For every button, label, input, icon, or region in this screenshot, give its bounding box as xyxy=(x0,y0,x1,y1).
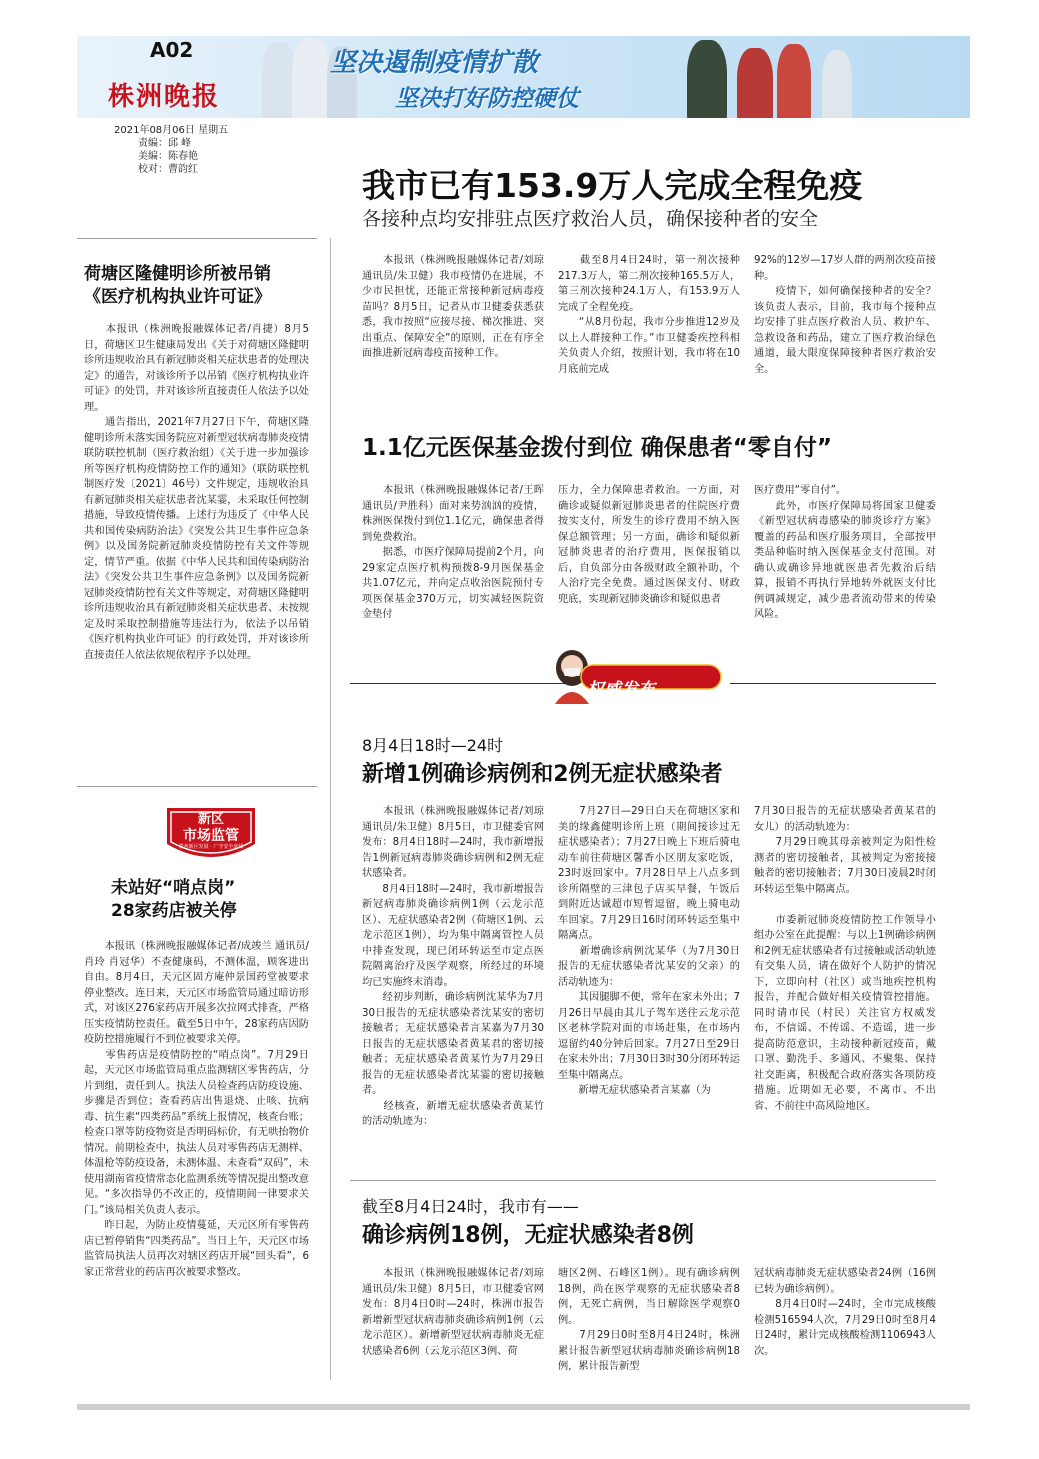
medical-worker-figure xyxy=(262,42,296,118)
story3-col1: 本报讯（株洲晚报融媒体记者/刘琼 通讯员/朱卫健）8月5日，市卫健委官网发布：8月4日18时—24时，我市新增报告1例新冠病毒肺炎确诊病例和2例无症状感染者。 8月4日18时—24时，我市新增报告新冠病毒肺炎确诊病例1例（云龙示范区）、无症状感染者2例（荷塘区1例、云龙示范区1例），均为集中隔离管控人员中排查发现，现已闭环转运至市定点医院隔离治疗及医学观察，所经过的环境均已实施终末消毒。 经初步判断，确诊病例沈某华为7月30日报告的无症状感染者沈某安的密切接触者；无症状感染者言某嘉为7月30日报告的无症状感染者黄某君的密切接触者；无症状感染者黄某竹为7月29日报告的无症状感染者沈某霎的密切接触者。 经核查，新增无症状感染者黄某竹的活动轨迹为： xyxy=(362,806,544,1127)
story2-col3: 医疗费用“零自付”。 此外，市医疗保障局将国家卫健委《新型冠状病毒感染的肺炎诊疗方案》覆盖的药品和医疗服务项目，全部按甲类品种临时纳入医保基金支付范围。对确认或确诊异地就医患者先救治后结算，报销不再执行异地转外就医支付比例调减规定，减少患者流动带来的传染风险。 xyxy=(754,485,936,620)
divider xyxy=(77,786,317,787)
slogan-line-1: 坚决遏制疫情扩散 xyxy=(330,48,539,78)
story4-col1: 本报讯（株洲晚报融媒体记者/刘琼 通讯员/朱卫健）8月5日，市卫健委官网发布：8月4日0时—24时，株洲市报告新增新型冠状病毒肺炎确诊病例1例（云龙示范区）。新增新型冠状病毒肺炎无症状感染者6例（云龙示范区3例、荷 xyxy=(362,1268,548,1357)
divider xyxy=(730,683,936,684)
proofreader-credit: 校对：曹韵红 xyxy=(138,164,198,175)
sidebar-story1-title-line2: 《医疗机构执业许可证》 xyxy=(84,287,271,307)
slogan-line-2: 坚决打好防控硬仗 xyxy=(395,86,579,112)
editor-credit: 责编：邱 峰 xyxy=(138,138,192,149)
story4-kicker: 截至8月4日24时，我市有—— xyxy=(362,1197,579,1216)
story3-headline: 新增1例确诊病例和2例无症状感染者 xyxy=(362,762,723,787)
police-figure xyxy=(687,40,727,118)
divider xyxy=(77,238,317,239)
badge-line1: 新区 xyxy=(197,812,224,827)
story4-col2: 塘区2例、石峰区1例）。现有确诊病例18例，尚在医学观察的无症状感染者8例，无死亡病例，当日解除医学观察0例。 7月29日0时至8月4日24时，株洲累计报告新型冠状病毒肺炎确诊病例18例，累计报告新型 xyxy=(558,1268,740,1372)
lead-headline: 我市已有153.9万人完成全程免疫 xyxy=(362,166,863,205)
column-divider xyxy=(330,238,331,1380)
sidebar-story1-title-line1: 荷塘区隆健明诊所被吊销 xyxy=(84,264,271,284)
badge-slogan: 服务新区发展 · 广守安全底线 xyxy=(178,844,244,850)
page-number: A02 xyxy=(150,38,194,62)
paper-logo: 株洲晚报 xyxy=(108,82,221,112)
designer-credit: 美编：陈春艳 xyxy=(138,151,198,162)
medical-worker-figure xyxy=(822,50,852,118)
sidebar-story2-title-line2: 28家药店被关停 xyxy=(111,901,237,921)
section-tag-label: 权威发布 xyxy=(587,680,655,700)
volunteer-figure xyxy=(737,48,773,118)
dateline xyxy=(114,124,228,176)
divider xyxy=(350,683,570,684)
lead-story-col3: 92%的12岁—17岁人群的两剂次疫苗接种。 疫情下，如何确保接种者的安全？该负责人表示，目前，我市每个接种点均安排了驻点医疗救治人员、救护车、急救设备和药品，建立了医疗救治绿色通道，最大限度保障接种者医疗救治安全。 xyxy=(754,255,936,375)
footer-bar xyxy=(77,1404,970,1410)
story2-col1: 本报讯（株洲晚报融媒体记者/王晖 通讯员/尹胜科）面对来势汹汹的疫情，株洲医保拨付到位1.1亿元，确保患者得到免费救治。 据悉，市医疗保障局提前2个月，向29家定点医疗机构预拨8-9月医保基金共1.07亿元，并向定点收治医院预付专项医保基金370万元，切实减轻医院资金垫付 xyxy=(362,485,544,620)
story4-headline: 确诊病例18例，无症状感染者8例 xyxy=(362,1223,694,1248)
sidebar-story2-title xyxy=(111,877,237,923)
lead-story-col2: 截至8月4日24时，第一剂次接种217.3万人，第二剂次接种165.5万人，第三剂次接种24.1万人，有153.9万人完成了全程免疫。 “从8月份起，我市分步推进12岁及以上人群接种工作。”市卫健委疾控科相关负责人介绍，按照计划，我市将在10月底前完成 xyxy=(558,255,740,375)
story2-headline: 1.1亿元医保基金拨付到位 确保患者“零自付” xyxy=(362,435,832,461)
lead-story-col1: 本报讯（株洲晚报融媒体记者/刘琼 通讯员/朱卫健）我市疫情仍在进展，不少市民担忧，还能正常接种新冠病毒疫苗吗？8月5日，记者从市卫健委获悉获悉，我市按照“应接尽接、梯次推进、突出重点、保障安全”的原则，正在有序全面推进新冠病毒疫苗接种工作。 xyxy=(362,255,548,359)
issue-date: 2021年08月06日 星期五 xyxy=(114,125,229,136)
sidebar-story2-body: 本报讯（株洲晚报融媒体记者/成竣兰 通讯员/肖玲 肖冠华）不查健康码，不测体温，顾客进出自由。8月4日，天元区固方庵仲景国药堂被要求停业整改。连日来，天元区市场监管局通过暗访形式，对该区276家药店开展多次拉网式排查，严格压实疫情防控责任。截至5日中午，28家药店因防疫防控措施履行不到位被要求关停。 零售药店是疫情防控的“哨点岗”。7月29日起，天元区市场监管局重点监测辖区零售药店，分片到组，责任到人。执法人员检查药店防疫设施、步骤是否到位；查看药店出售退烧、止咳、抗病毒、抗生素“四类药品”系统上报情况，核查台账；检查口罩等防疫物资是否明码标价，有无哄抬物价情况。前期检查中，执法人员对零售药店无测样、体温枪等防疫设备，未测体温、未查看“双码”，未使用湖南省疫情常态化监测系统等情况提出整改意见。“多次指导仍不改正的，疫情期间一律要求关门。”该局相关负责人表示。 昨日起，为防止疫情蔓延，天元区所有零售药店已暂停销售“四类药品”。当日上午，天元区市场监管局执法人员再次对辖区药店开展“回头看”，6家正常营业的药店再次被要求整改。 xyxy=(84,941,309,1278)
story3-col2: 7月27日—29日白天在荷塘区家和美的缘鑫健明诊所上班（期间接诊过无症状感染者）；7月27日晚上下班后骑电动车前往荷塘区馨香小区朋友家吃饭，23时返回家中。7月28日早上八点多到诊所隔壁的三津包子店买早餐，午饭后到附近达诚超市短暂逗留，晚上骑电动车回家。7月29日16时闭环转运至集中隔离点。 新增确诊病例沈某华（为7月30日报告的无症状感染者沈某安的父亲）的活动轨迹为： 其因腿脚不便，常年在家未外出；7月26日早晨由其儿子驾车送往云龙示范区老林学院对面的市场赶集，在市场内逗留约40分钟后回家。7月27日至29日在家未外出；7月30日3时30分闭环转运至集中隔离点。 新增无症状感染者言某嘉（为 xyxy=(558,806,740,1096)
lead-subheadline: 各接种点均安排驻点医疗救治人员，确保接种者的安全 xyxy=(362,208,819,230)
market-supervision-badge xyxy=(163,804,259,866)
volunteer-figure xyxy=(777,44,811,118)
sidebar-story1-body: 本报讯（株洲晚报融媒体记者/肖捷）8月5日，荷塘区卫生健康局发出《关于对荷塘区隆健明诊所违规收治具有新冠肺炎相关症状患者的处理决定》的通告，对该诊所予以吊销《医疗机构执业许可证》的处罚，并对该诊所直接责任人依法予以处理。 通告指出，2021年7月27日下午，荷塘区隆健明诊所未落实国务院应对新型冠状病毒肺炎疫情联防联控机制（医疗救治组）《关于进一步加强诊所等医疗机构疫情防控工作的通知》（联防联控机制医疗发〔2021〕46号）文件规定，违规收治具有新冠肺炎相关症状患者沈某霎，未采取任何控制措施，导致疫情传播。上述行为违反了《中华人民共和国传染病防治法》《突发公共卫生事件应急条例》以及国务院新冠肺炎疫情防控有关文件等规定，情节严重。依据《中华人民共和国传染病防治法》《突发公共卫生事件应急条例》以及国务院新冠肺炎疫情防控有关文件等规定，对荷塘区隆健明诊所违规收治具有新冠肺炎相关症状患者、未按规定及时采取控制措施等违法行为，依法予以吊销《医疗机构执业许可证》的行政处罚，并对该诊所直接责任人依法依规依程序予以处理。 xyxy=(84,324,309,661)
medical-worker-figure xyxy=(292,38,330,118)
story4-col3: 冠状病毒肺炎无症状感染者24例（16例已转为确诊病例）。 8月4日0时—24时，全市完成核酸检测516594人次，7月29日0时至8月4日24时，累计完成核酸检测1106943人次。 xyxy=(754,1268,936,1357)
badge-line2: 市场监管 xyxy=(183,828,239,844)
divider xyxy=(350,1180,936,1181)
story2-col2: 压力，全力保障患者救治。一方面，对确诊或疑似新冠肺炎患者的住院医疗费按实支付，所发生的诊疗费用不纳入医保总额管理；另一方面，确诊和疑似新冠肺炎患者的治疗费用，医保报销以后，自负部分由各级财政全额补助，个人治疗完全免费。通过医保支付、财政兜底，实现新冠肺炎确诊和疑似患者 xyxy=(558,485,740,605)
sidebar-story2-title-line1: 未站好“哨点岗” xyxy=(111,878,236,898)
sidebar-story1-title xyxy=(84,263,271,309)
story3-kicker: 8月4日18时—24时 xyxy=(362,736,504,755)
story3-col3: 7月30日报告的无症状感染者黄某君的女儿）的活动轨迹为： 7月29日晚其母亲被判定为阳性检测者的密切接触者，其被判定为密接接触者的密切接触者；7月30日凌晨2时闭环转运至集中隔离点。 市委新冠肺炎疫情防控工作领导小组办公室在此提醒：与以上1例确诊病例和2例无症状感染者有过接触或活动轨迹有交集人员，请在做好个人防护的情况下，立即向村（社区）或当地疾控机构报告，并配合做好相关疫情管控措施。同时请市民（村民）关注官方权威发布，不信谣、不传谣、不造谣，进一步提高防范意识，主动接种新冠疫苗，戴口罩、勤洗手、多通风、不聚集、保持社交距离，积极配合政府落实各项防疫措施。近期如无必要，不离市、不出省、不前往中高风险地区。 xyxy=(754,806,936,1112)
